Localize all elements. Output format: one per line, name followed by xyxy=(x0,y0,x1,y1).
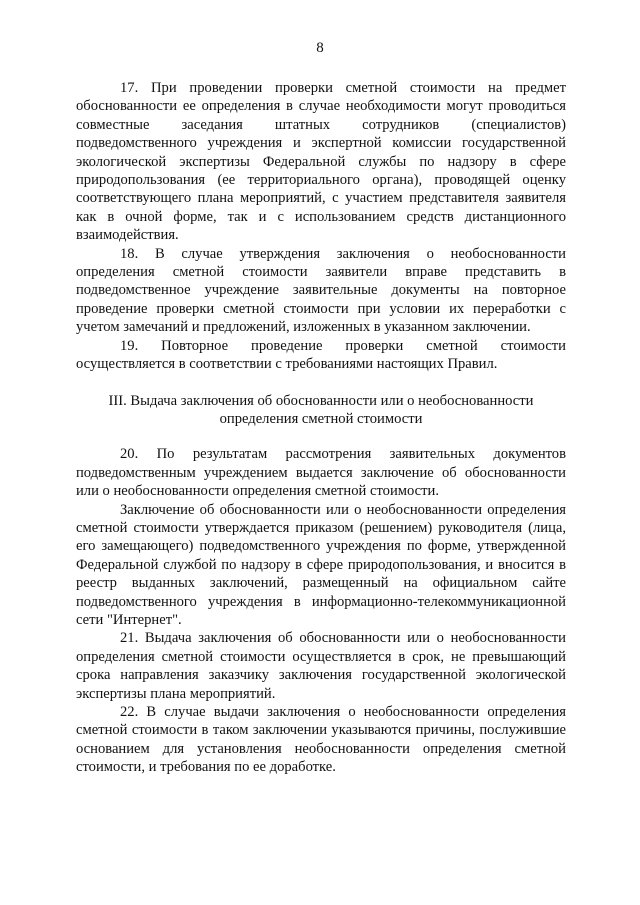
paragraph-21: 21. Выдача заключения об обоснованности или о необоснованности определения сметной стоимости осуществляется в срок, не превышающий срока направления заказчику заключения государственной экологической экспертизы плана мероприятий. xyxy=(76,630,566,702)
paragraph-20: 20. По результатам рассмотрения заявительных документов подведомственным учреждением выдается заключение об обоснованности или о необоснованности определения сметной стоимости. xyxy=(76,446,566,500)
page-number: 8 xyxy=(316,40,324,56)
section-heading: III. Выдача заключения об обоснованности или о необоснованности определения сметной стоимости xyxy=(108,392,534,427)
paragraph-22: 22. В случае выдачи заключения о необоснованности определения сметной стоимости в таком заключении указываются причины, послужившие основанием для установления необоснованности определения сметной стоимости, и требования по ее доработке. xyxy=(76,704,566,776)
paragraph-17: 17. При проведении проверки сметной стоимости на предмет обоснованности ее определения в случае необходимости могут проводиться совместные заседания штатных сотрудников (специалистов) подведомственного учреждения и экспертной комиссии государственной экологической экспертизы Федеральной службы по надзору в сфере природопользования (ее территориального органа), проводящей оценку соответствующего плана мероприятий, с участием представителя заявителя как в очной форме, так и с использованием средств дистанционного взаимодействия. xyxy=(76,80,566,244)
paragraph-18: 18. В случае утверждения заключения о необоснованности определения сметной стоимости заявители вправе представить в подведомственное учреждение заявительные документы на повторное проведение проверки сметной стоимости при условии их переработки с учетом замечаний и предложений, изложенных в указанном заключении. xyxy=(76,245,566,336)
paragraph-19: 19. Повторное проведение проверки сметной стоимости осуществляется в соответствии с требованиями настоящих Правил. xyxy=(76,337,566,373)
document-body xyxy=(76,79,566,777)
paragraph-conclusion-approval: Заключение об обоснованности или о необоснованности определения сметной стоимости утверждается приказом (решением) руководителя (лица, его замещающего) подведомственного учреждения по форме, утвержденной Федеральной службой по надзору в сфере природопользования, и вносится в реестр выданных заключений, размещенный на официальном сайте подведомственного учреждения в информационно-телекоммуникационной сети "Интернет". xyxy=(76,501,566,628)
